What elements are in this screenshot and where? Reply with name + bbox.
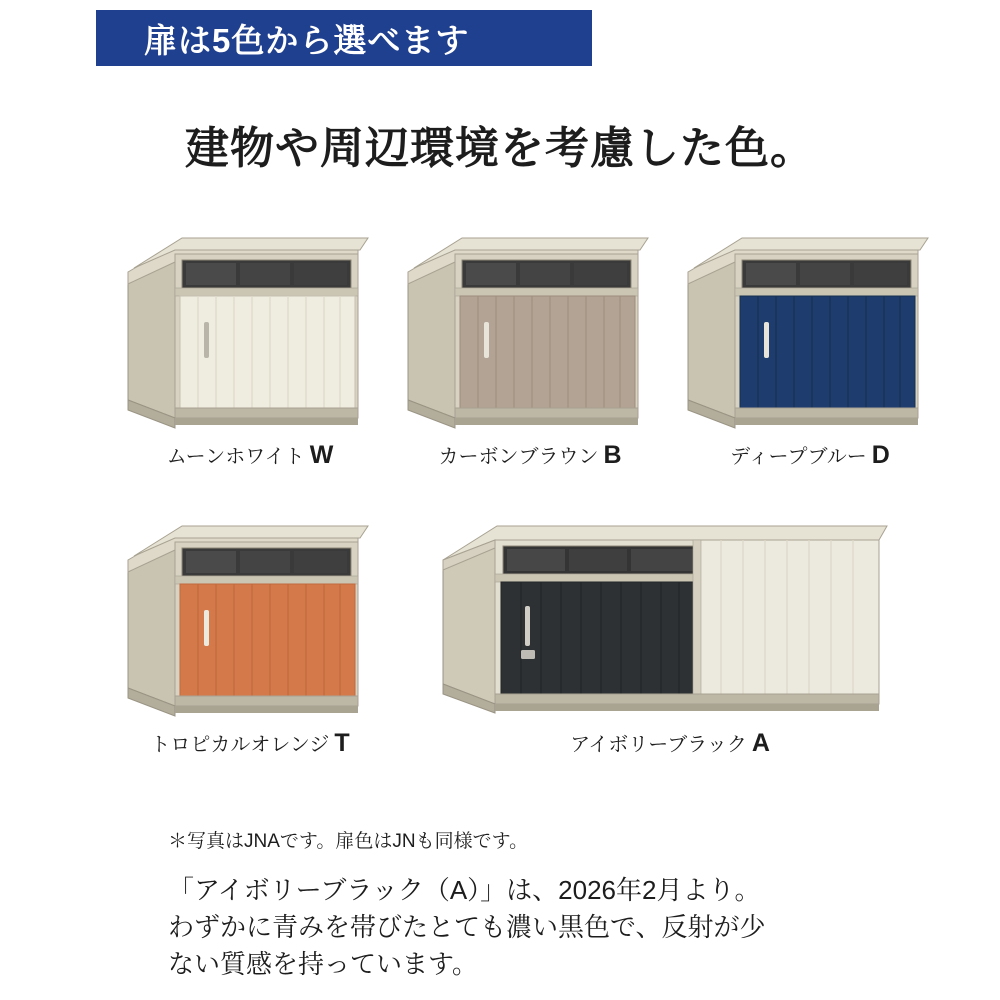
shed-illustration-a xyxy=(435,498,905,728)
color-variant-grid xyxy=(0,210,1000,758)
body-line-3: ない質感を持っています。 xyxy=(168,948,478,979)
footnote-text: ＊写真はJNAです。扉色はJNも同様です。 xyxy=(168,831,529,852)
body-paragraph xyxy=(168,872,958,983)
variant-code-a: A xyxy=(751,729,770,757)
variant-caption-b xyxy=(390,440,670,470)
variant-row-1 xyxy=(0,210,1000,470)
variant-card-w xyxy=(110,210,390,470)
body-line-1: 「アイボリーブラック（A）」は、2026年2月より。 xyxy=(168,875,761,905)
header-banner xyxy=(96,10,592,66)
variant-code-t: T xyxy=(334,729,350,757)
variant-row-2 xyxy=(0,498,1000,758)
variant-caption-a xyxy=(420,728,920,758)
variant-card-t xyxy=(110,498,390,758)
variant-name-a: アイボリーブラック xyxy=(570,734,747,756)
banner-title: 扉は5色から選べます xyxy=(144,21,470,59)
variant-card-d xyxy=(670,210,950,470)
page-headline: 建物や周辺環境を考慮した色。 xyxy=(185,124,815,173)
variant-name-b: カーボンブラウン xyxy=(438,446,599,468)
variant-caption-t xyxy=(110,728,390,758)
variant-name-w: ムーンホワイト xyxy=(166,446,305,468)
shed-illustration-b xyxy=(400,210,660,440)
variant-card-b xyxy=(390,210,670,470)
variant-name-d: ディープブルー xyxy=(730,446,867,468)
shed-illustration-d xyxy=(680,210,940,440)
variant-card-a xyxy=(420,498,920,758)
variant-code-d: D xyxy=(871,441,890,469)
variant-caption-d xyxy=(670,440,950,470)
variant-caption-w xyxy=(110,440,390,470)
variant-name-t: トロピカルオレンジ xyxy=(150,734,330,756)
variant-code-w: W xyxy=(309,441,334,469)
variant-code-b: B xyxy=(603,441,622,469)
shed-illustration-t xyxy=(120,498,380,728)
body-line-2: わずかに青みを帯びたとても濃い黒色で、反射が少 xyxy=(168,911,766,942)
shed-illustration-w xyxy=(120,210,380,440)
